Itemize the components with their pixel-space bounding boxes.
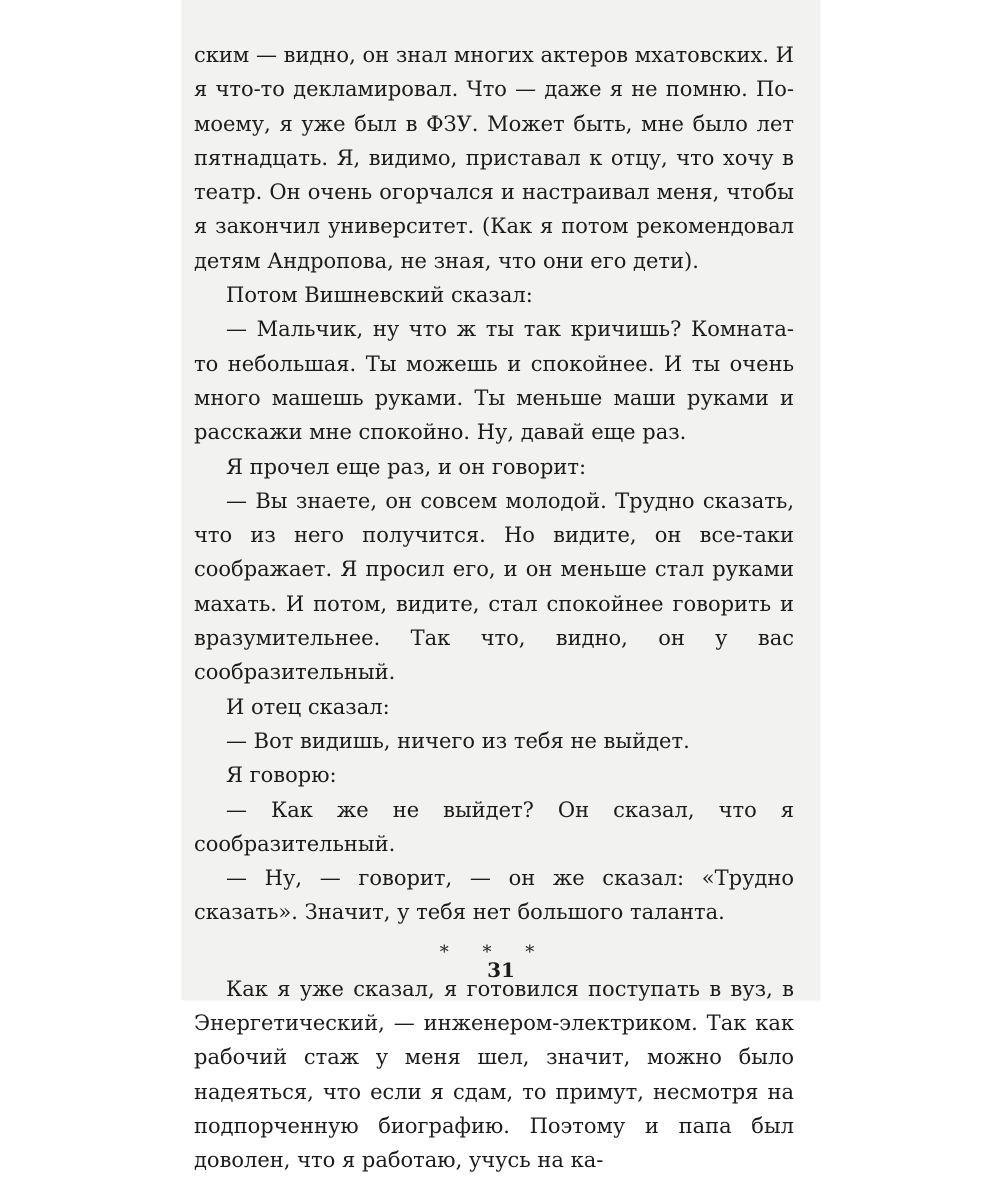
page-text xyxy=(194,38,794,1178)
page-number: 31 xyxy=(487,958,515,982)
paragraph: — Вы знаете, он совсем молодой. Трудно сказать, что из него получится. Но видите, он все-таки соображает. Я просил его, и он меньше стал руками махать. И потом, видите, стал спокойнее говорить и вразумительнее. Так что, видно, он у вас сообразительный. xyxy=(194,488,794,685)
paragraph: — Мальчик, ну что ж ты так кричишь? Комната-то небольшая. Ты можешь и спокойнее. И ты очень много машешь руками. Ты меньше маши руками и расскажи мне спокойно. Ну, давай еще раз. xyxy=(194,317,794,445)
section-separator: * * * xyxy=(439,941,549,963)
paragraph: — Вот видишь, ничего из тебя не выйдет. xyxy=(226,728,690,753)
paragraph: Я говорю: xyxy=(226,763,337,788)
book-page xyxy=(182,0,820,1173)
paragraph: И отец сказал: xyxy=(226,694,390,719)
paragraph: Я прочел еще раз, и он говорит: xyxy=(226,454,587,479)
paragraph: Потом Вишневский сказал: xyxy=(226,283,533,308)
paragraph: ским — видно, он знал многих актеров мхатовских. И я что-то декламировал. Что — даже я не помню. По-моему, я уже был в ФЗУ. Может быть, мне было лет пятнадцать. Я, видимо, приставал к отцу, что хочу в театр. Он очень огорчался и настраивал меня, чтобы я закончил университет. (Как я потом рекомендовал детям Андропова, не зная, что они его дети). xyxy=(194,43,794,273)
paragraph: Как я уже сказал, я готовился поступать в вуз, в Энергетический, — инженером-электриком. Так как рабочий стаж у меня шел, значит, можно было надеяться, что если я сдам, то примут, несмотря на подпорченную биографию. Поэтому и папа был доволен, что я работаю, учусь на ка- xyxy=(194,976,794,1173)
paragraph: — Ну, — говорит, — он же сказал: «Трудно сказать». Значит, у тебя нет большого таланта. xyxy=(194,866,794,925)
paragraph: — Как же не выйдет? Он сказал, что я сообразительный. xyxy=(194,797,794,856)
